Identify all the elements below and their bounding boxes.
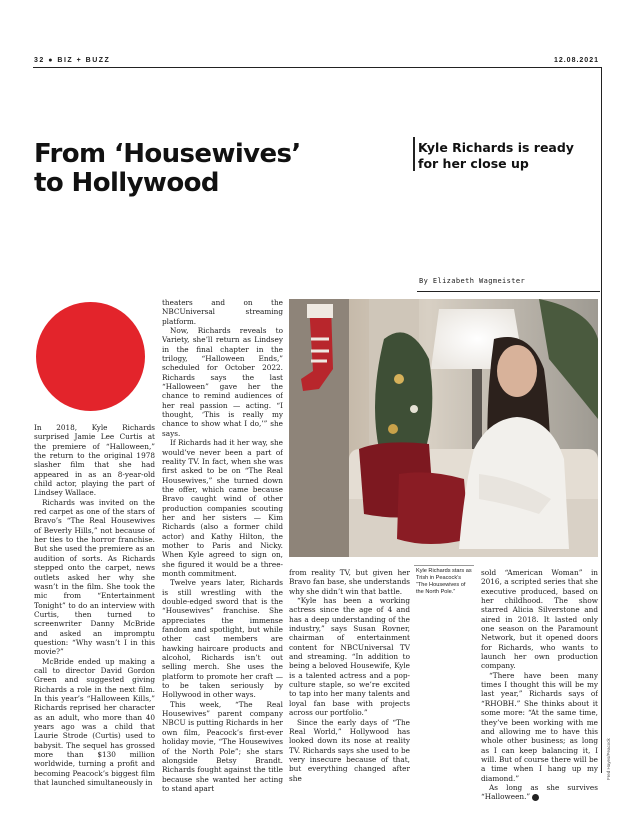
body-column-2	[162, 298, 283, 811]
page-section-label: 32 ● BIZ + BUZZ	[34, 57, 111, 64]
top-rule	[33, 67, 601, 68]
issue-date: 12.08.2021	[553, 57, 599, 64]
paragraph: McBride ended up making a call to director David Gordon Green and suggested giving Richards a role in the next film. In this year’s “Halloween Kills,” Richards reprised her character as an adult, who more than 40 years ago was a child that Laurie Strode (Curtis) used to babysit. The sequel has grossed more than $130 million worldwide, turning a profit and becoming Peacock’s biggest film that launched simultaneously in	[34, 656, 155, 788]
right-rule	[601, 67, 602, 773]
paragraph: Twelve years later, Richards is still wrestling with the double-edged sword that is the “Housewives” franchise. She appreciates the immense fandom and spotlight, but while other cast members are hawking haircare products and alcohol, Richards isn’t out selling merch. She uses the platform to promote her craft — to be taken seriously by Hollywood in other ways.	[162, 578, 283, 700]
paragraph: Richards was invited on the red carpet as one of the stars of Bravo’s “The Real Housewives of Beverly Hills,” not because of her ties to the horror franchise. But she used the premiere as an audition of sorts. As Richards stepped onto the carpet, news outlets asked her why she wasn’t in the film. She took the mic from “Entertainment Tonight” to do an interview with Curtis, then turned to screenwriter Danny McBride and asked an impromptu question: “Why wasn’t I in this movie?”	[34, 497, 155, 657]
red-circle-graphic	[36, 302, 145, 411]
closing-sentence: As long as she survives “Halloween.”	[481, 782, 598, 802]
paragraph: Since the early days of “The Real World,” Hollywood has looked down its nose at reality TV. Richards says she used to be very insecure because of that, but everything changed after she	[289, 717, 410, 783]
paragraph: If Richards had it her way, she would’ve never been a part of reality TV. In fact, when she was first asked to be on “The Real Housewives,” she turned down the offer, which came because Bravo caught wind of other production companies scouting her and her sisters — Kim Richards (also a former child actor) and Kathy Hilton, the mother to Paris and Nicky. When Kyle agreed to sign on, she figured it would be a three-month commitment.	[162, 438, 283, 578]
paragraph: In 2018, Kyle Richards surprised Jamie Lee Curtis at the premiere of “Halloween,” the return to the original 1978 slasher film that she had appeared in as an 8-year-old child actor, playing the part of Lindsey Wallace.	[34, 423, 155, 498]
paragraph: theaters and on the NBCUniversal streaming platform.	[162, 298, 283, 326]
body-column-3	[289, 568, 410, 811]
headline: From ‘Housewives’ to Hollywood	[34, 139, 301, 198]
byline-rule	[417, 291, 600, 292]
caption-rule	[414, 565, 474, 566]
paragraph: This week, “The Real Housewives” parent company NBCU is putting Richards in her own film, Peacock’s first-ever holiday movie, “The Housewives of the North Pole”; she stars alongside Betsy Brandt. Richards fought against the title because she wanted her acting to stand apart	[162, 699, 283, 793]
byline: By Elizabeth Wagmeister	[419, 277, 526, 285]
subhead-accent-bar	[413, 137, 415, 171]
end-mark-icon: V	[532, 794, 539, 801]
photo-credit: Fred Hayes/Peacock	[606, 738, 611, 780]
body-column-1	[34, 423, 155, 811]
paragraph: sold “American Woman” in 2016, a scripted series that she executive produced, based on her childhood. The show starred Alicia Silverstone and aired in 2018. It lasted only one season on the Paramount Network, but it opened doors for Richards, who wants to launch her own production company.	[481, 568, 598, 671]
portrait-photo-icon	[289, 299, 598, 557]
photo-caption: Kyle Richards stars as Trish in Peacock’s “The Housewives of the North Pole.”	[416, 568, 472, 595]
subheadline: Kyle Richards is ready for her close up	[418, 140, 574, 171]
paragraph: “Kyle has been a working actress since the age of 4 and has a deep understanding of the industry,” says Susan Rovner, chairman of entertainment content for NBCUniversal TV and streaming. “In addition to being a beloved Housewife, Kyle is a talented actress and a pop-culture staple, so we’re excited to tap into her many talents and loyal fan base with projects across our portfolio.”	[289, 596, 410, 718]
paragraph: “There have been many times I thought this will be my last year,” Richards says of “RHOBH.” She thinks about it some more: “At the same time, they’ve been working with me and allowing me to have this whole other business; as long as I can keep balancing it, I will. But of course there will be a time when I hang up my diamond.”	[481, 670, 598, 783]
body-column-4	[481, 568, 598, 811]
paragraph: from reality TV, but given her Bravo fan base, she understands why she didn’t win that battle.	[289, 568, 410, 596]
paragraph	[481, 783, 598, 802]
paragraph: Now, Richards reveals to Variety, she’ll return as Lindsey in the final chapter in the trilogy, “Halloween Ends,” scheduled for October 2022. Richards says the last “Halloween” gave her the chance to remind audiences of her real passion — acting. “I thought, ‘This is really my chance to show what I do,’” she says.	[162, 326, 283, 438]
